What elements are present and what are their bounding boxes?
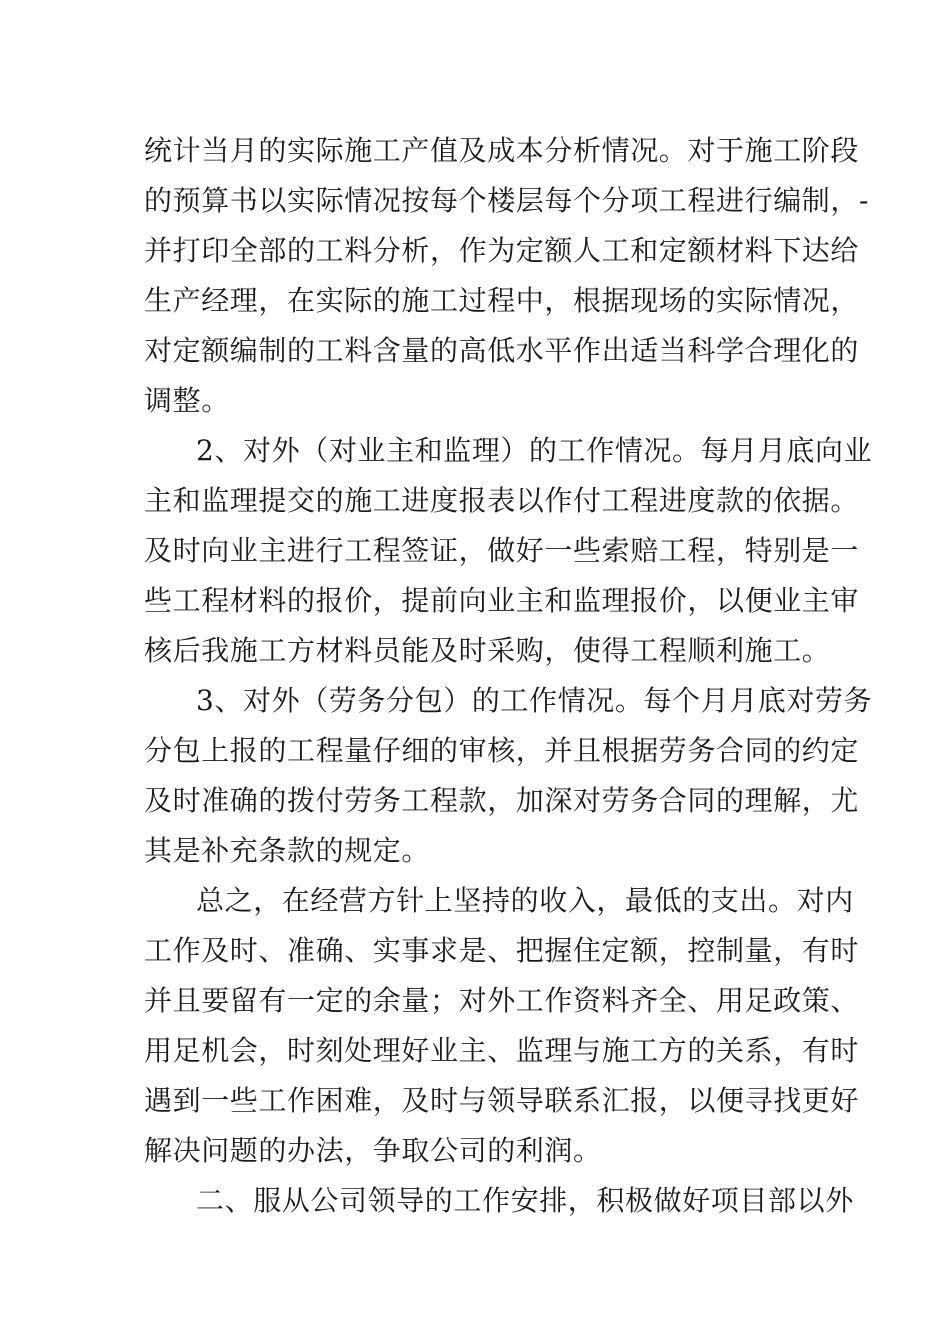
text-line: 的预算书以实际情况按每个楼层每个分项工程进行编制，-: [144, 184, 870, 217]
text-line: 遇到一些工作困难，及时与领导联系汇报，以便寻找更好: [144, 1084, 860, 1117]
text-line: 核后我施工方材料员能及时采购，使得工程顺利施工。: [144, 634, 831, 667]
text-line: 用足机会，时刻处理好业主、监理与施工方的关系，有时: [144, 1034, 860, 1067]
paragraph-start-line: 3、对外（劳务分包）的工作情况。每个月月底对劳务: [196, 684, 873, 717]
text-line: 生产经理，在实际的施工过程中，根据现场的实际情况，: [144, 284, 860, 317]
text-line: 并打印全部的工料分析，作为定额人工和定额材料下达给: [144, 234, 860, 267]
text-line: 分包上报的工程量仔细的审核，并且根据劳务合同的约定: [144, 734, 860, 767]
text-line: 及时向业主进行工程签证，做好一些索赔工程，特别是一: [144, 534, 860, 567]
text-line: 主和监理提交的施工进度报表以作付工程进度款的依据。: [144, 484, 860, 517]
text-line: 些工程材料的报价，提前向业主和监理报价，以便业主审: [144, 584, 860, 617]
paragraph-start-line: 2、对外（对业主和监理）的工作情况。每月月底向业: [196, 434, 873, 467]
text-line: 调整。: [144, 384, 230, 417]
text-line: 其是补充条款的规定。: [144, 834, 431, 867]
paragraph-start-line: 二、服从公司领导的工作安排，积极做好项目部以外: [196, 1184, 854, 1217]
text-line: 对定额编制的工料含量的高低水平作出适当科学合理化的: [144, 334, 860, 367]
text-line: 及时准确的拨付劳务工程款，加深对劳务合同的理解，尤: [144, 784, 860, 817]
text-line: 工作及时、准确、实事求是、把握住定额，控制量，有时: [144, 934, 860, 967]
text-line: 解决问题的办法，争取公司的利润。: [144, 1134, 602, 1167]
text-line: 统计当月的实际施工产值及成本分析情况。对于施工阶段: [144, 134, 860, 167]
text-line: 并且要留有一定的余量；对外工作资料齐全、用足政策、: [144, 984, 860, 1017]
paragraph-start-line: 总之，在经营方针上坚持的收入，最低的支出。对内: [196, 884, 854, 917]
